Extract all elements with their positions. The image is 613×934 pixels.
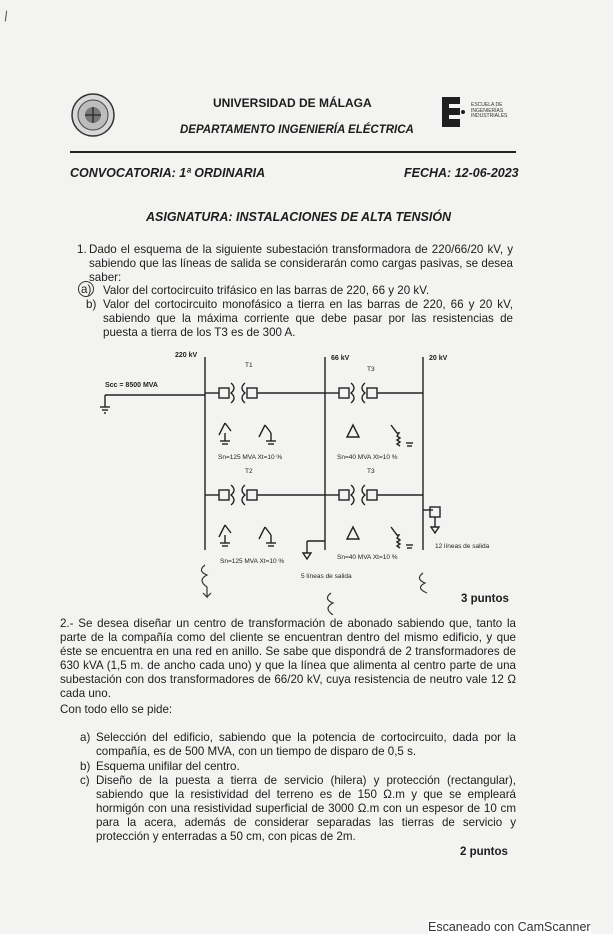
- question1-points: 3 puntos: [461, 593, 509, 605]
- label-t2-rating: Sn=125 MVA Xt=10 %: [220, 558, 285, 565]
- exam-date: FECHA: 12-06-2023: [404, 166, 519, 180]
- transformer-t3-bottom: [325, 485, 423, 548]
- transformer-t3-top: [325, 383, 423, 446]
- question2-item-c-mark: c): [80, 774, 90, 787]
- school-logo: [440, 95, 520, 129]
- question2-item-c: Diseño de la puesta a tierra de servicio (hilera) y protección (rectangular), sabiendo que la resistividad del terreno es de 150 Ω.m y que se empleará hormigón con una resistividad superficial de 3000 Ω.m con un espesor de 10 cm para la acera, además de considerar separadas las tierras de servicio y protección y enterradas a 50 cm, con picas de 2m.: [96, 774, 516, 843]
- question2-item-a: Selección del edificio, sabiendo que la potencia de cortocircuito, dada por la compañía, es de 500 MVA, con un tiempo de disparo de 0,5 s.: [96, 731, 516, 758]
- pen-mark: /: [2, 7, 9, 25]
- transformer-t1: [205, 383, 325, 444]
- logo-line-1: ESCUELA DE: [471, 102, 503, 108]
- university-title: UNIVERSIDAD DE MÁLAGA: [213, 96, 372, 110]
- question2-item-a-mark: a): [80, 731, 91, 744]
- question1-text: Dado el esquema de la siguiente subestación transformadora de 220/66/20 kV, y sabiendo que las líneas de salida se considerarán como cargas pasivas, se desea saber:: [89, 243, 513, 284]
- label-t3-bottom-rating: Sn=40 MVA Xt=10 %: [337, 554, 398, 561]
- handwritten-arrow-2: [327, 593, 333, 615]
- label-t2: T2: [245, 468, 253, 475]
- convocatoria: CONVOCATORIA: 1ª ORDINARIA: [70, 166, 266, 180]
- question1-item-a: Valor del cortocircuito trifásico en las barras de 220, 66 y 20 kV.: [103, 284, 430, 297]
- label-5-lines: 5 líneas de salida: [301, 573, 352, 580]
- label-20kv: 20 kV: [429, 355, 448, 362]
- label-scc: Scc = 8500 MVA: [105, 382, 158, 389]
- logo-line-3: INDUSTRIALES: [471, 113, 508, 119]
- substation-diagram: [95, 345, 515, 615]
- question1-item-a-mark: a): [81, 283, 92, 296]
- label-t3-bottom: T3: [367, 468, 375, 475]
- subject-title: ASIGNATURA: INSTALACIONES DE ALTA TENSIÓN: [146, 210, 452, 224]
- transformer-t2: [205, 485, 325, 546]
- label-t3-top: T3: [367, 366, 375, 373]
- handwritten-arrow-1: [201, 565, 211, 597]
- question2-text: 2.- Se desea diseñar un centro de transformación de abonado sabiendo que, tanto la parte de la compañía como del cliente se encuentran dentro del mismo edificio, y que éste se encuentra en una red en anillo. Se sabe que dispondrá de 2 transformadores de 630 kVA (1,5 m. de ancho cada uno) y que la línea que alimenta al centro parte de una subestación con dos transformadores de 66/20 kV, cuya resistencia de neutro vale 12 Ω cada uno.: [60, 617, 516, 700]
- question2-item-b: Esquema unifilar del centro.: [96, 760, 240, 773]
- scanner-watermark: Escaneado con CamScanner: [428, 920, 591, 934]
- logo-line-2: INGENIERÍAS: [471, 107, 504, 114]
- university-seal-icon: [70, 92, 116, 138]
- load-5-lines: [303, 541, 325, 559]
- question2-item-b-mark: b): [80, 760, 91, 773]
- label-t3-top-rating: Sn=40 MVA Xt=10 %: [337, 454, 398, 461]
- question2-intro: Con todo ello se pide:: [60, 703, 173, 716]
- label-66kv: 66 kV: [331, 355, 350, 362]
- header-rule: [70, 151, 516, 153]
- handwritten-arrow-3: [419, 573, 427, 593]
- label-t1-rating: Sn=125 MVA Xt=10 %: [218, 454, 283, 461]
- question2-points: 2 puntos: [460, 846, 508, 858]
- question1-item-b-mark: b): [86, 298, 97, 311]
- department-title: DEPARTAMENTO INGENIERÍA ELÉCTRICA: [180, 124, 414, 136]
- label-220kv: 220 kV: [175, 352, 198, 359]
- label-12-lines: 12 líneas de salida: [435, 543, 490, 550]
- question1-number: 1.: [77, 243, 87, 256]
- school-logo-icon: [440, 95, 468, 129]
- label-t1: T1: [245, 362, 253, 369]
- question1-item-b: Valor del cortocircuito monofásico a tierra en las barras de 220, 66 y 20 kV, sabiendo que la máxima corriente que debe pasar por las resistencias de puesta a tierra de los T3 es de 300 A.: [103, 298, 513, 339]
- load-12-lines: [423, 507, 440, 533]
